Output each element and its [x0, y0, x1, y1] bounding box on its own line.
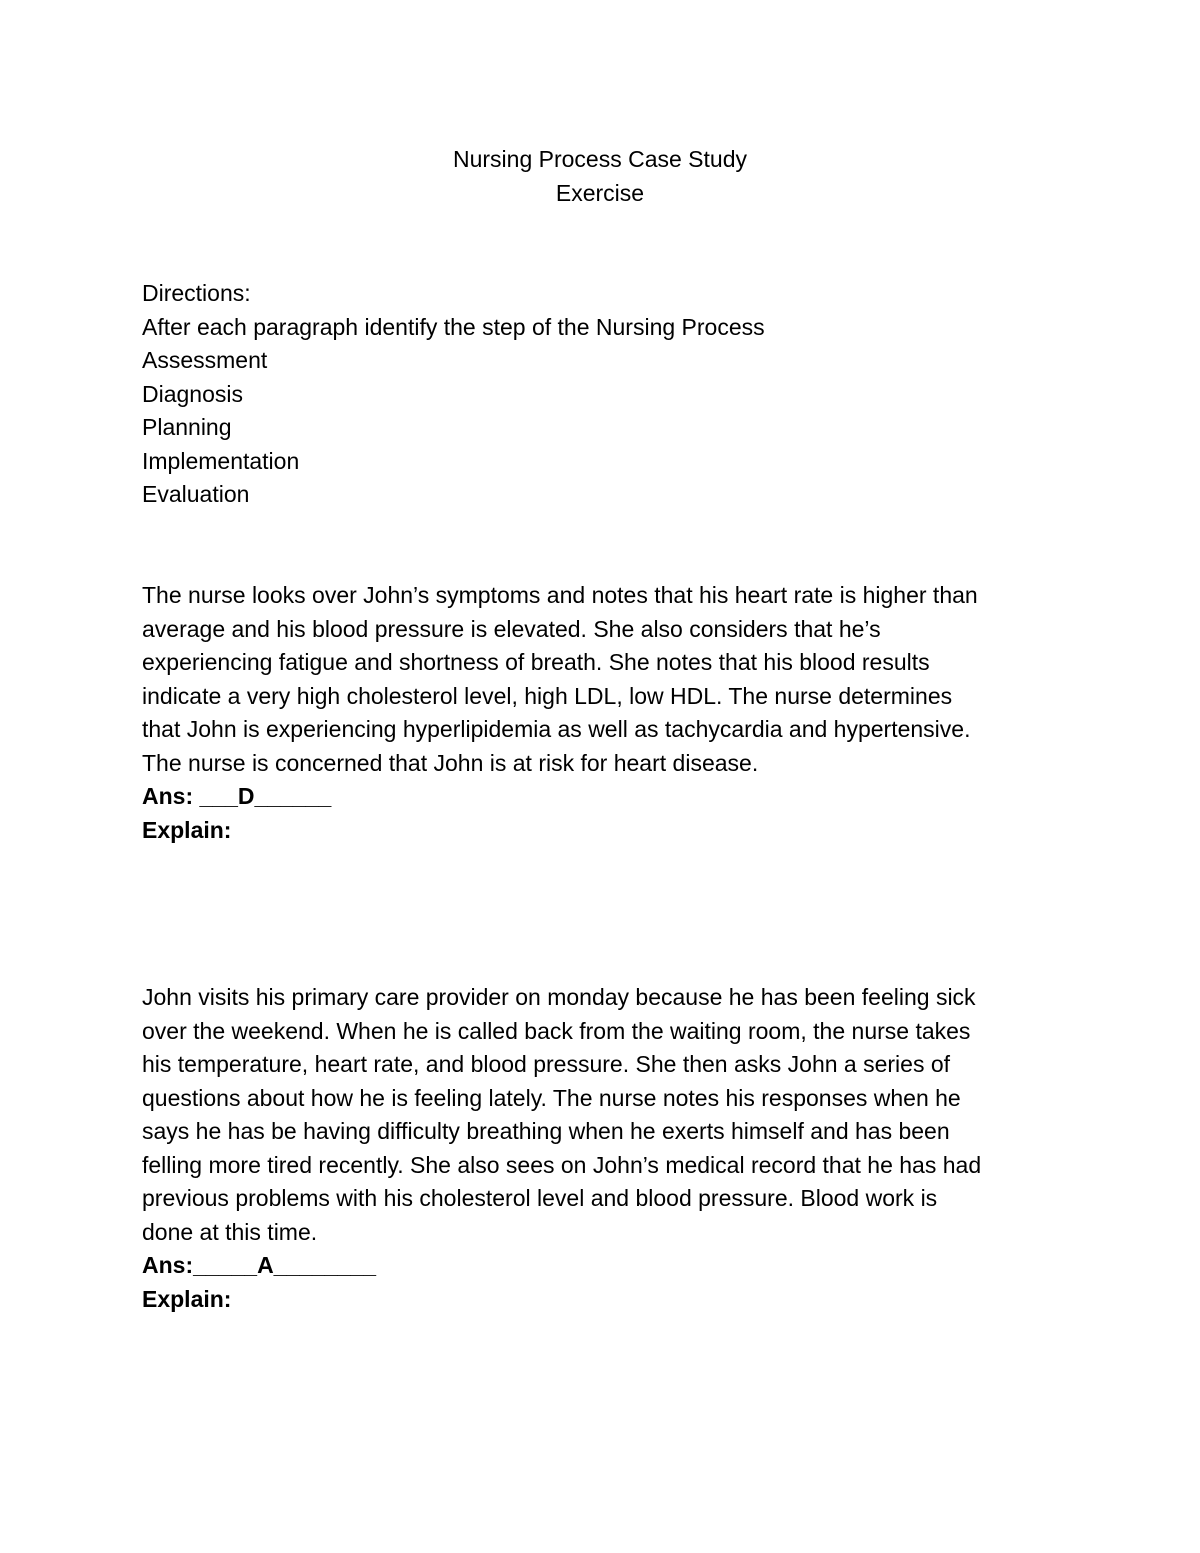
- title-line-1: Nursing Process Case Study: [452, 146, 747, 172]
- case-1-answer: Ans: ___D______: [142, 783, 332, 809]
- directions-section: [142, 277, 1072, 512]
- case-2-paragraph: [142, 981, 1072, 1249]
- case-2-answer: Ans:_____A________: [142, 1252, 377, 1278]
- directions-heading: Directions:: [142, 280, 251, 306]
- case-2-explain-label: Explain:: [142, 1285, 232, 1312]
- case-2-line: over the weekend. When he is called back from the waiting room, the nurse takes: [142, 1017, 971, 1044]
- step-evaluation: Evaluation: [142, 481, 250, 507]
- case-1-line: indicate a very high cholesterol level, high LDL, low HDL. The nurse determines: [142, 682, 953, 709]
- case-2-line: felling more tired recently. She also sees on John’s medical record that he has had: [142, 1151, 982, 1178]
- step-diagnosis: Diagnosis: [142, 380, 243, 407]
- directions-instruction: After each paragraph identify the step of the Nursing Process: [142, 313, 765, 340]
- case-1-explain-label: Explain:: [142, 816, 232, 843]
- case-1: [142, 579, 1072, 847]
- case-2-line: done at this time.: [142, 1218, 318, 1245]
- step-assessment: Assessment: [142, 347, 268, 373]
- document-title: [0, 142, 1200, 210]
- case-1-line: that John is experiencing hyperlipidemia as well as tachycardia and hypertensive.: [142, 716, 971, 742]
- case-1-line: The nurse is concerned that John is at risk for heart disease.: [142, 749, 759, 776]
- case-2-line: says he has be having difficulty breathing when he exerts himself and has been: [142, 1118, 950, 1144]
- case-2-line: previous problems with his cholesterol level and blood pressure. Blood work is: [142, 1185, 938, 1211]
- step-planning: Planning: [142, 414, 232, 440]
- title-line-2: Exercise: [555, 180, 645, 206]
- case-2-line: John visits his primary care provider on monday because he has been feeling sick: [142, 984, 976, 1010]
- step-implementation: Implementation: [142, 447, 300, 474]
- case-1-line: experiencing fatigue and shortness of breath. She notes that his blood results: [142, 649, 930, 675]
- case-2: [142, 981, 1072, 1316]
- case-1-line: average and his blood pressure is elevated. She also considers that he’s: [142, 615, 881, 642]
- case-1-paragraph: [142, 579, 1072, 780]
- case-1-line: The nurse looks over John’s symptoms and notes that his heart rate is higher than: [142, 582, 978, 608]
- case-2-line: his temperature, heart rate, and blood pressure. She then asks John a series of: [142, 1051, 951, 1077]
- case-2-line: questions about how he is feeling lately. The nurse notes his responses when he: [142, 1084, 961, 1111]
